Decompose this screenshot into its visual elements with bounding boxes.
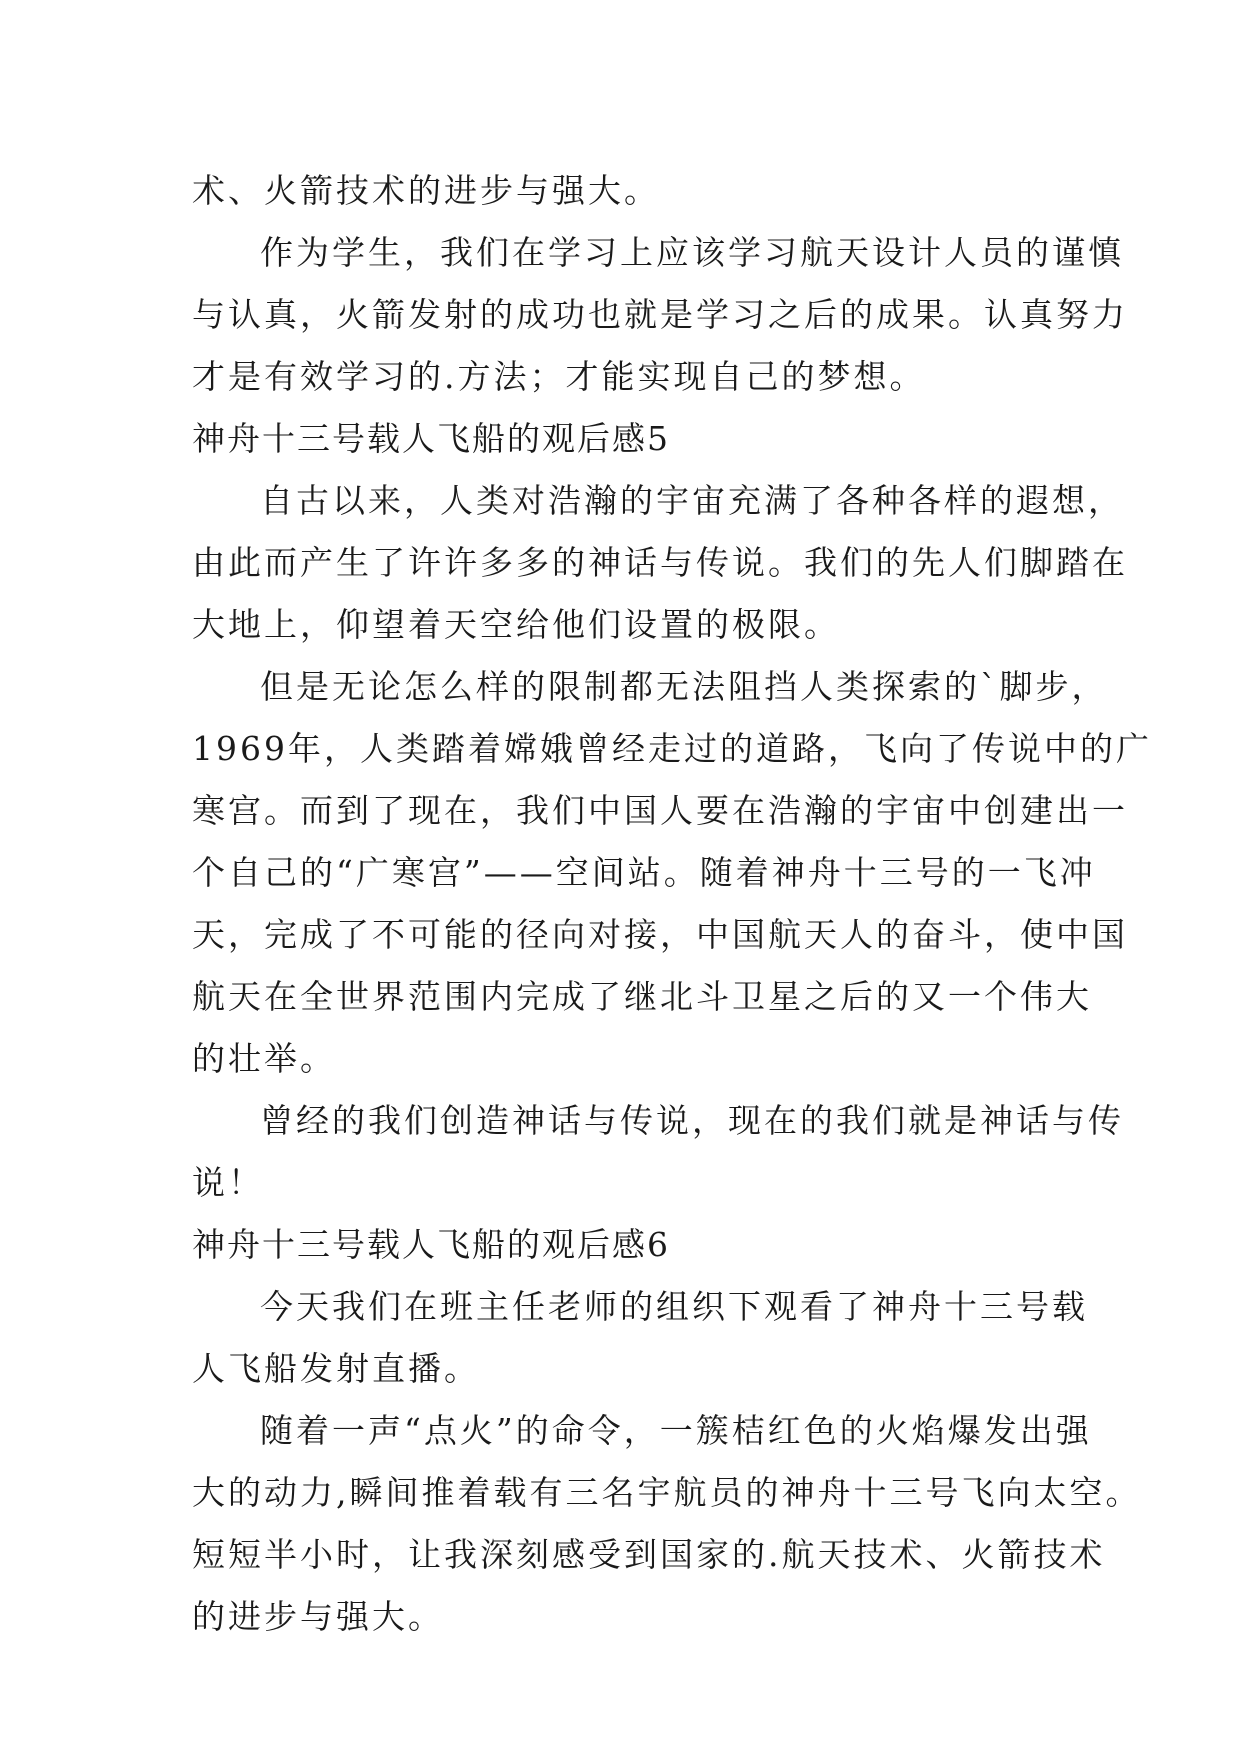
text-line: 寒宫。而到了现在，我们中国人要在浩瀚的宇宙中创建出一 <box>192 791 1128 830</box>
text-line: 天，完成了不可能的径向对接，中国航天人的奋斗，使中国 <box>192 915 1128 954</box>
text-line: 大的动力,瞬间推着载有三名宇航员的神舟十三号飞向太空。 <box>192 1473 1142 1512</box>
heading-text: 神舟十三号载人飞船的观后感6 <box>192 1225 670 1264</box>
text-line: 曾经的我们创造神话与传说，现在的我们就是神话与传 <box>260 1101 1124 1140</box>
text-line: 个自己的“广寒宫”——空间站。随着神舟十三号的一飞冲 <box>192 853 1096 892</box>
text-line: 自古以来，人类对浩瀚的宇宙充满了各种各样的遐想， <box>260 481 1124 520</box>
section-heading <box>192 1214 1062 1276</box>
text-line: 今天我们在班主任老师的组织下观看了神舟十三号载 <box>260 1287 1088 1326</box>
paragraph <box>192 1400 1142 1648</box>
paragraph <box>192 1276 1088 1400</box>
text-line: 1969年，人类踏着嫦娥曾经走过的道路，飞向了传说中的广 <box>192 729 1152 768</box>
text-line: 术、火箭技术的进步与强大。 <box>192 171 660 210</box>
text-line: 与认真，火箭发射的成功也就是学习之后的成果。认真努力 <box>192 295 1128 334</box>
heading-text: 神舟十三号载人飞船的观后感5 <box>192 419 670 458</box>
paragraph <box>192 1090 1124 1214</box>
document-page <box>192 160 1152 1648</box>
text-line: 随着一声“点火”的命令，一簇桔红色的火焰爆发出强 <box>260 1411 1092 1450</box>
text-line: 由此而产生了许许多多的神话与传说。我们的先人们脚踏在 <box>192 543 1128 582</box>
text-line: 短短半小时，让我深刻感受到国家的.航天技术、火箭技术 <box>192 1535 1106 1574</box>
text-line: 说！ <box>192 1163 264 1202</box>
text-line: 但是无论怎么样的限制都无法阻挡人类探索的`脚步， <box>260 667 1108 706</box>
paragraph <box>192 656 1152 1090</box>
text-line: 才是有效学习的.方法；才能实现自己的梦想。 <box>192 357 926 396</box>
paragraph <box>192 470 1128 656</box>
text-line: 大地上，仰望着天空给他们设置的极限。 <box>192 605 840 644</box>
paragraph <box>192 222 1128 408</box>
text-line: 作为学生，我们在学习上应该学习航天设计人员的谨慎 <box>260 233 1124 272</box>
text-line: 的壮举。 <box>192 1039 336 1078</box>
text-line: 航天在全世界范围内完成了继北斗卫星之后的又一个伟大 <box>192 977 1092 1016</box>
text-line: 人飞船发射直播。 <box>192 1349 480 1388</box>
section-heading <box>192 408 1062 470</box>
text-line: 的进步与强大。 <box>192 1597 444 1636</box>
paragraph-continuation <box>192 160 1062 222</box>
